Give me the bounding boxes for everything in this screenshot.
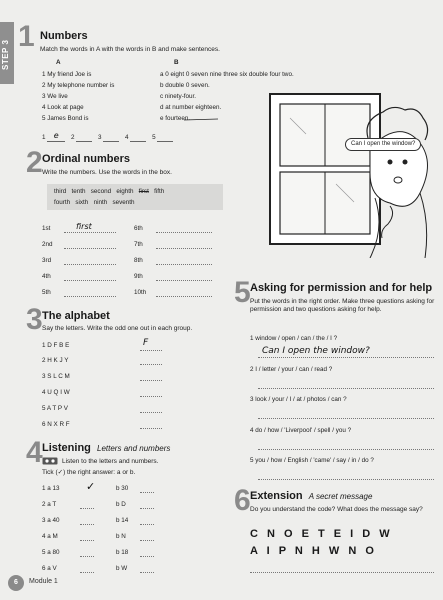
box-word: fifth: [154, 188, 165, 195]
answer-field-5[interactable]: [157, 141, 173, 142]
section-4-instruction-1: Listen to the letters and numbers.: [62, 458, 159, 465]
section-1-number: 1: [18, 20, 35, 53]
section-6-subtitle: A secret message: [308, 492, 373, 501]
section-3-instruction: Say the letters. Write the odd one out in each group.: [42, 325, 193, 332]
section-4-number: 4: [26, 436, 43, 469]
listen-a-option: 1 a 13: [42, 485, 60, 492]
code-line-1: C N O E T E I D W: [250, 528, 393, 540]
section-3-title: The alphabet: [42, 310, 110, 322]
section-6-instruction: Do you understand the code? What does the message say?: [250, 506, 423, 513]
section-4-title: [42, 442, 170, 455]
reorder-field[interactable]: [258, 449, 434, 450]
step-tab: [0, 22, 14, 84]
tick-field[interactable]: [140, 524, 154, 525]
ordinal-label: 7th: [134, 241, 143, 248]
window-illustration: [250, 88, 440, 258]
listen-b-option: b 30: [116, 485, 129, 492]
b-item-c: c ninety-four.: [160, 93, 197, 100]
ordinal-label: 4th: [42, 273, 51, 280]
box-word-crossed: first: [138, 188, 149, 195]
alphabet-row: 2 H K J Y: [42, 357, 69, 364]
box-word: ninth: [93, 199, 108, 206]
alphabet-row: 3 S L C M: [42, 373, 70, 380]
module-label: Module 1: [29, 578, 58, 585]
a-item-5: 5 James Bond is: [42, 115, 89, 122]
ordinal-label: 9th: [134, 273, 143, 280]
box-word: sixth: [75, 199, 89, 206]
section-2-title: Ordinal numbers: [42, 153, 131, 165]
section-4-instruction-2: Tick (✓) the right answer: a or b.: [42, 469, 136, 476]
reorder-item: 2 I / letter / your / can / read ?: [250, 366, 333, 373]
ordinal-label: 6th: [134, 225, 143, 232]
tick-field[interactable]: [140, 572, 154, 573]
listen-a-option: 5 a 80: [42, 549, 60, 556]
listen-b-option: b N: [116, 533, 126, 540]
reorder-field[interactable]: [258, 357, 434, 358]
a-item-3: 3 We live: [42, 93, 68, 100]
section-6-title-text: Extension: [250, 490, 303, 502]
a-item-1: 1 My friend Joe is: [42, 71, 92, 78]
answer-num-4: 4: [125, 134, 129, 142]
alphabet-field[interactable]: [140, 396, 162, 397]
listen-b-option: b 14: [116, 517, 129, 524]
tick-field[interactable]: [80, 540, 94, 541]
box-word: seventh: [112, 199, 135, 206]
reorder-item: 3 look / your / I / at / photos / can ?: [250, 396, 347, 403]
message-field[interactable]: [250, 572, 434, 573]
step-tab-label: STEP 3: [1, 39, 10, 70]
tick-field[interactable]: [80, 556, 94, 557]
section-4-subtitle: Letters and numbers: [97, 444, 171, 453]
alphabet-field[interactable]: [140, 364, 162, 365]
word-box-line-1: [54, 188, 164, 196]
ordinal-field-line[interactable]: [156, 232, 212, 233]
alphabet-row: 4 U Q I W: [42, 389, 70, 396]
tick-mark[interactable]: ✓: [86, 480, 96, 493]
ordinal-field-line[interactable]: [64, 232, 116, 233]
answer-field-1[interactable]: e: [47, 131, 65, 142]
tick-field[interactable]: [80, 524, 94, 525]
listen-b-option: b W: [116, 565, 128, 572]
listen-a-option: 4 a M: [42, 533, 58, 540]
listen-a-option: 3 a 40: [42, 517, 60, 524]
word-box-line-2: [54, 199, 135, 207]
strikethrough-mark: [184, 117, 218, 123]
section-5-number: 5: [234, 276, 251, 309]
ordinal-field-line[interactable]: [156, 280, 212, 281]
alphabet-field[interactable]: [140, 428, 162, 429]
ordinal-field-line[interactable]: [64, 296, 116, 297]
section-6-number: 6: [234, 484, 251, 517]
answer-field-3[interactable]: [103, 141, 119, 142]
ordinal-field-line[interactable]: [156, 248, 212, 249]
ordinal-field-line[interactable]: [156, 264, 212, 265]
reorder-field[interactable]: [258, 418, 434, 419]
b-item-b: b double 0 seven.: [160, 82, 210, 89]
a-item-2: 2 My telephone number is: [42, 82, 115, 89]
section-1-title: Numbers: [40, 30, 88, 42]
alphabet-field[interactable]: [140, 380, 162, 381]
ordinal-field-line[interactable]: [64, 280, 116, 281]
ordinal-label: 10th: [134, 289, 147, 296]
b-item-d: d at number eighteen.: [160, 104, 222, 111]
listen-b-option: b D: [116, 501, 126, 508]
section-1-instruction: Match the words in A with the words in B and make sentences.: [40, 46, 220, 53]
answer-num-1: 1: [42, 134, 46, 142]
ordinal-field-line[interactable]: [64, 264, 116, 265]
ordinal-label: 2nd: [42, 241, 53, 248]
ordinal-field-line[interactable]: [64, 248, 116, 249]
box-word: second: [90, 188, 112, 195]
ordinal-field-line[interactable]: [156, 296, 212, 297]
code-line-2: A I P N H W N O: [250, 545, 377, 557]
alphabet-field[interactable]: [140, 350, 162, 351]
reorder-field[interactable]: [258, 388, 434, 389]
listen-a-option: 6 a V: [42, 565, 57, 572]
tick-field[interactable]: [140, 508, 154, 509]
tick-field[interactable]: [80, 572, 94, 573]
cassette-icon: [42, 457, 58, 465]
tick-field[interactable]: [140, 492, 154, 493]
answer-num-3: 3: [98, 134, 102, 142]
a-item-4: 4 Look at page: [42, 104, 84, 111]
answer-row: [42, 131, 173, 142]
ordinal-label: 8th: [134, 257, 143, 264]
box-word: third: [54, 188, 67, 195]
section-5-title: Asking for permission and for help: [250, 282, 433, 294]
col-b-head: B: [174, 59, 179, 66]
box-word: tenth: [71, 188, 86, 195]
alphabet-field[interactable]: [140, 412, 162, 413]
answer-num-2: 2: [71, 134, 75, 142]
section-2-number: 2: [26, 146, 43, 179]
answer-field-2[interactable]: [76, 141, 92, 142]
speech-bubble: Can I open the window?: [345, 138, 421, 151]
alphabet-answer-1[interactable]: F: [143, 338, 149, 348]
ordinal-answer-1st[interactable]: first: [76, 222, 92, 231]
reorder-item: 1 window / open / can / the / I ?: [250, 335, 338, 342]
section-4-title-text: Listening: [42, 442, 91, 454]
answer-field-4[interactable]: [130, 141, 146, 142]
answer-num-5: 5: [152, 134, 156, 142]
ordinal-label: 1st: [42, 225, 51, 232]
box-word: eighth: [116, 188, 134, 195]
tick-field[interactable]: [80, 508, 94, 509]
section-5-instruction: Put the words in the right order. Make three questions asking for permission and two questions asking for help.: [250, 298, 435, 313]
tick-field[interactable]: [140, 540, 154, 541]
col-a-head: A: [56, 59, 61, 66]
section-3-number: 3: [26, 303, 43, 336]
section-2-instruction: Write the numbers. Use the words in the box.: [42, 169, 172, 176]
alphabet-row: 6 N X R F: [42, 421, 70, 428]
ordinal-label: 3rd: [42, 257, 52, 264]
page-number: 6: [8, 575, 24, 591]
alphabet-row: 5 A T P V: [42, 405, 68, 412]
listen-a-option: 2 a T: [42, 501, 57, 508]
listen-b-option: b 18: [116, 549, 129, 556]
reorder-field[interactable]: [258, 479, 434, 480]
reorder-item: 4 do / how / 'Liverpool' / spell / you ?: [250, 427, 352, 434]
box-word: fourth: [54, 199, 71, 206]
reorder-answer-1[interactable]: Can I open the window?: [262, 346, 370, 356]
section-6-title: [250, 490, 372, 503]
b-item-e: e fourteen.: [160, 115, 191, 122]
tick-field[interactable]: [140, 556, 154, 557]
reorder-item: 5 you / how / English / 'came' / say / in / do ?: [250, 457, 374, 464]
b-item-a: a 0 eight 0 seven nine three six double four two.: [160, 71, 294, 78]
ordinal-label: 5th: [42, 289, 51, 296]
alphabet-row: 1 D F B E: [42, 342, 70, 349]
